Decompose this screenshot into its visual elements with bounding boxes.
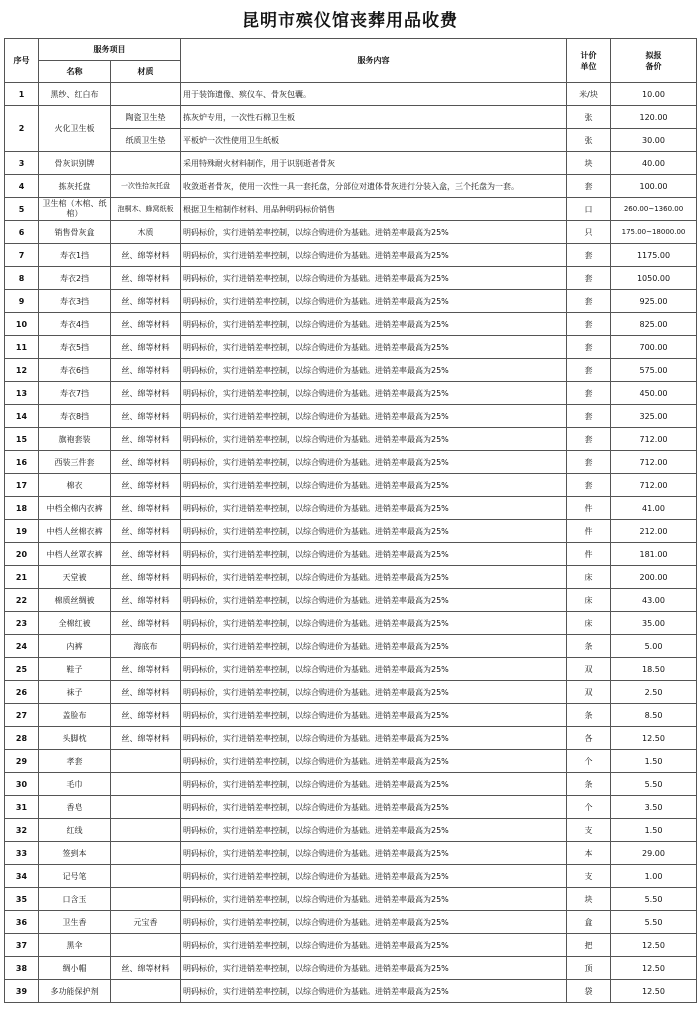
price: 200.00 bbox=[611, 566, 697, 589]
item-name: 寿衣4挡 bbox=[39, 313, 111, 336]
fee-table-body bbox=[5, 83, 697, 1003]
item-name: 多功能保护剂 bbox=[39, 980, 111, 1003]
service-content: 收敛逝者骨灰，使用一次性一具一套托盘，分部位对遗体骨灰进行分装入盒，三个托盘为一套。 bbox=[181, 175, 567, 198]
item-material: 丝、绵等材料 bbox=[111, 336, 181, 359]
price: 175.00~18000.00 bbox=[611, 221, 697, 244]
pricing-unit: 床 bbox=[567, 612, 611, 635]
table-row bbox=[5, 405, 697, 428]
pricing-unit: 袋 bbox=[567, 980, 611, 1003]
header-service-item: 服务项目 bbox=[39, 39, 181, 61]
item-material: 丝、绵等材料 bbox=[111, 543, 181, 566]
row-number: 15 bbox=[5, 428, 39, 451]
service-content: 采用特殊耐火材料制作，用于识别逝者骨灰 bbox=[181, 152, 567, 175]
item-name: 袜子 bbox=[39, 681, 111, 704]
row-number: 23 bbox=[5, 612, 39, 635]
pricing-unit: 条 bbox=[567, 635, 611, 658]
table-row bbox=[5, 819, 697, 842]
price: 181.00 bbox=[611, 543, 697, 566]
item-material: 丝、绵等材料 bbox=[111, 359, 181, 382]
table-row bbox=[5, 635, 697, 658]
item-material bbox=[111, 750, 181, 773]
pricing-unit: 本 bbox=[567, 842, 611, 865]
price: 8.50 bbox=[611, 704, 697, 727]
item-material: 木质 bbox=[111, 221, 181, 244]
table-row bbox=[5, 221, 697, 244]
table-row bbox=[5, 290, 697, 313]
table-row bbox=[5, 428, 697, 451]
page-title: 昆明市殡仪馆丧葬用品收费 bbox=[242, 11, 458, 31]
header-unit-line1: 计价 bbox=[580, 50, 597, 60]
header-price bbox=[611, 39, 697, 83]
pricing-unit: 口 bbox=[567, 198, 611, 221]
row-number: 7 bbox=[5, 244, 39, 267]
service-content: 明码标价，实行进销差率控制，以综合购进价为基础。进销差率最高为25% bbox=[181, 474, 567, 497]
pricing-unit: 套 bbox=[567, 428, 611, 451]
item-name: 卫生棺（木棺、纸棺） bbox=[39, 198, 111, 221]
service-content: 明码标价，实行进销差率控制，以综合购进价为基础。进销差率最高为25% bbox=[181, 888, 567, 911]
pricing-unit: 双 bbox=[567, 658, 611, 681]
pricing-unit: 张 bbox=[567, 106, 611, 129]
price: 5.50 bbox=[611, 773, 697, 796]
price: 825.00 bbox=[611, 313, 697, 336]
item-name: 棉质丝绸被 bbox=[39, 589, 111, 612]
row-number: 10 bbox=[5, 313, 39, 336]
price: 712.00 bbox=[611, 474, 697, 497]
service-content: 明码标价，实行进销差率控制，以综合购进价为基础。进销差率最高为25% bbox=[181, 589, 567, 612]
price: 35.00 bbox=[611, 612, 697, 635]
price: 18.50 bbox=[611, 658, 697, 681]
service-content: 明码标价，实行进销差率控制，以综合购进价为基础。进销差率最高为25% bbox=[181, 313, 567, 336]
item-name: 棉衣 bbox=[39, 474, 111, 497]
item-material bbox=[111, 865, 181, 888]
service-content: 明码标价，实行进销差率控制，以综合购进价为基础。进销差率最高为25% bbox=[181, 704, 567, 727]
service-content: 明码标价，实行进销差率控制，以综合购进价为基础。进销差率最高为25% bbox=[181, 911, 567, 934]
table-row bbox=[5, 497, 697, 520]
table-row bbox=[5, 267, 697, 290]
header-name: 名称 bbox=[39, 61, 111, 83]
row-number: 1 bbox=[5, 83, 39, 106]
pricing-unit: 把 bbox=[567, 934, 611, 957]
header-no: 序号 bbox=[5, 39, 39, 83]
item-name: 签到本 bbox=[39, 842, 111, 865]
price: 10.00 bbox=[611, 83, 697, 106]
item-material bbox=[111, 83, 181, 106]
row-number: 35 bbox=[5, 888, 39, 911]
item-material: 丝、绵等材料 bbox=[111, 290, 181, 313]
service-content: 明码标价，实行进销差率控制，以综合购进价为基础。进销差率最高为25% bbox=[181, 221, 567, 244]
pricing-unit: 支 bbox=[567, 865, 611, 888]
item-name: 鞋子 bbox=[39, 658, 111, 681]
table-row bbox=[5, 566, 697, 589]
table-row bbox=[5, 865, 697, 888]
item-material: 丝、绵等材料 bbox=[111, 428, 181, 451]
item-material bbox=[111, 773, 181, 796]
price: 1.00 bbox=[611, 865, 697, 888]
pricing-unit: 套 bbox=[567, 405, 611, 428]
service-content: 明码标价，实行进销差率控制，以综合购进价为基础。进销差率最高为25% bbox=[181, 842, 567, 865]
service-content: 根据卫生棺制作材料、用品种明码标价销售 bbox=[181, 198, 567, 221]
service-content: 明码标价，实行进销差率控制，以综合购进价为基础。进销差率最高为25% bbox=[181, 681, 567, 704]
table-row bbox=[5, 451, 697, 474]
service-content: 用于装饰遗像、殡仪车、骨灰包囊。 bbox=[181, 83, 567, 106]
pricing-unit: 件 bbox=[567, 520, 611, 543]
pricing-unit: 套 bbox=[567, 359, 611, 382]
item-material: 丝、绵等材料 bbox=[111, 704, 181, 727]
item-name: 中档人丝棉衣裤 bbox=[39, 520, 111, 543]
item-material: 丝、绵等材料 bbox=[111, 612, 181, 635]
table-row bbox=[5, 681, 697, 704]
price: 450.00 bbox=[611, 382, 697, 405]
service-content: 明码标价，实行进销差率控制，以综合购进价为基础。进销差率最高为25% bbox=[181, 405, 567, 428]
service-content: 明码标价，实行进销差率控制，以综合购进价为基础。进销差率最高为25% bbox=[181, 336, 567, 359]
item-material: 丝、绵等材料 bbox=[111, 267, 181, 290]
price: 712.00 bbox=[611, 428, 697, 451]
pricing-unit: 件 bbox=[567, 543, 611, 566]
item-material bbox=[111, 888, 181, 911]
price: 260.00~1360.00 bbox=[611, 198, 697, 221]
table-row bbox=[5, 842, 697, 865]
item-material: 丝、绵等材料 bbox=[111, 405, 181, 428]
item-material bbox=[111, 980, 181, 1003]
price: 2.50 bbox=[611, 681, 697, 704]
item-name: 黑伞 bbox=[39, 934, 111, 957]
price: 29.00 bbox=[611, 842, 697, 865]
table-row bbox=[5, 83, 697, 106]
service-content: 明码标价，实行进销差率控制，以综合购进价为基础。进销差率最高为25% bbox=[181, 359, 567, 382]
row-number: 31 bbox=[5, 796, 39, 819]
price: 120.00 bbox=[611, 106, 697, 129]
row-number: 22 bbox=[5, 589, 39, 612]
item-name: 寿衣8挡 bbox=[39, 405, 111, 428]
header-material: 材质 bbox=[111, 61, 181, 83]
row-number: 37 bbox=[5, 934, 39, 957]
item-material: 丝、绵等材料 bbox=[111, 589, 181, 612]
price: 212.00 bbox=[611, 520, 697, 543]
price: 1.50 bbox=[611, 819, 697, 842]
pricing-unit: 套 bbox=[567, 267, 611, 290]
row-number: 26 bbox=[5, 681, 39, 704]
row-number: 18 bbox=[5, 497, 39, 520]
item-name: 中档全棉内衣裤 bbox=[39, 497, 111, 520]
service-content: 明码标价，实行进销差率控制，以综合购进价为基础。进销差率最高为25% bbox=[181, 819, 567, 842]
item-name: 骨灰识别牌 bbox=[39, 152, 111, 175]
item-material: 一次性拾灰托盘 bbox=[111, 175, 181, 198]
price: 100.00 bbox=[611, 175, 697, 198]
price: 1050.00 bbox=[611, 267, 697, 290]
price: 1175.00 bbox=[611, 244, 697, 267]
item-name: 香皂 bbox=[39, 796, 111, 819]
item-material: 陶瓷卫生垫 bbox=[111, 106, 181, 129]
price: 5.50 bbox=[611, 888, 697, 911]
table-row bbox=[5, 175, 697, 198]
item-name: 寿衣2挡 bbox=[39, 267, 111, 290]
item-name: 寿衣1挡 bbox=[39, 244, 111, 267]
row-number: 24 bbox=[5, 635, 39, 658]
table-row bbox=[5, 750, 697, 773]
pricing-unit: 条 bbox=[567, 704, 611, 727]
row-number: 29 bbox=[5, 750, 39, 773]
row-number: 5 bbox=[5, 198, 39, 221]
item-name: 西装三件套 bbox=[39, 451, 111, 474]
price: 5.50 bbox=[611, 911, 697, 934]
pricing-unit: 支 bbox=[567, 819, 611, 842]
item-name: 寿衣7挡 bbox=[39, 382, 111, 405]
fee-table bbox=[4, 38, 697, 1003]
item-material: 丝、绵等材料 bbox=[111, 244, 181, 267]
price: 12.50 bbox=[611, 980, 697, 1003]
row-number: 27 bbox=[5, 704, 39, 727]
pricing-unit: 条 bbox=[567, 773, 611, 796]
price: 3.50 bbox=[611, 796, 697, 819]
item-material: 丝、绵等材料 bbox=[111, 727, 181, 750]
header-price-line1: 拟报 bbox=[645, 50, 662, 60]
row-number: 6 bbox=[5, 221, 39, 244]
pricing-unit: 床 bbox=[567, 566, 611, 589]
item-material: 丝、绵等材料 bbox=[111, 658, 181, 681]
table-row bbox=[5, 244, 697, 267]
item-name: 拣灰托盘 bbox=[39, 175, 111, 198]
price: 575.00 bbox=[611, 359, 697, 382]
pricing-unit: 块 bbox=[567, 152, 611, 175]
service-content: 明码标价，实行进销差率控制，以综合购进价为基础。进销差率最高为25% bbox=[181, 497, 567, 520]
item-name: 卫生香 bbox=[39, 911, 111, 934]
price: 40.00 bbox=[611, 152, 697, 175]
row-number: 34 bbox=[5, 865, 39, 888]
item-name: 红线 bbox=[39, 819, 111, 842]
row-number: 4 bbox=[5, 175, 39, 198]
price: 43.00 bbox=[611, 589, 697, 612]
item-name: 火化卫生板 bbox=[39, 106, 111, 152]
row-number: 32 bbox=[5, 819, 39, 842]
item-name: 寿衣6挡 bbox=[39, 359, 111, 382]
row-number: 21 bbox=[5, 566, 39, 589]
service-content: 明码标价，实行进销差率控制，以综合购进价为基础。进销差率最高为25% bbox=[181, 543, 567, 566]
price: 325.00 bbox=[611, 405, 697, 428]
item-material: 元宝香 bbox=[111, 911, 181, 934]
row-number: 25 bbox=[5, 658, 39, 681]
table-row bbox=[5, 612, 697, 635]
table-row bbox=[5, 796, 697, 819]
service-content: 明码标价，实行进销差率控制，以综合购进价为基础。进销差率最高为25% bbox=[181, 451, 567, 474]
row-number: 8 bbox=[5, 267, 39, 290]
service-content: 明码标价，实行进销差率控制，以综合购进价为基础。进销差率最高为25% bbox=[181, 658, 567, 681]
item-material: 丝、绵等材料 bbox=[111, 474, 181, 497]
table-row bbox=[5, 980, 697, 1003]
item-name: 黑纱、红白布 bbox=[39, 83, 111, 106]
header-unit-line2: 单位 bbox=[580, 61, 597, 71]
row-number: 17 bbox=[5, 474, 39, 497]
row-number: 14 bbox=[5, 405, 39, 428]
price: 925.00 bbox=[611, 290, 697, 313]
header-price-line2: 备价 bbox=[645, 61, 662, 71]
pricing-unit: 米/块 bbox=[567, 83, 611, 106]
service-content: 平板炉一次性使用卫生纸板 bbox=[181, 129, 567, 152]
row-number: 16 bbox=[5, 451, 39, 474]
table-row bbox=[5, 382, 697, 405]
item-name: 销售骨灰盒 bbox=[39, 221, 111, 244]
table-row bbox=[5, 106, 697, 129]
pricing-unit: 盒 bbox=[567, 911, 611, 934]
item-name: 记号笔 bbox=[39, 865, 111, 888]
row-number: 30 bbox=[5, 773, 39, 796]
item-name: 孝套 bbox=[39, 750, 111, 773]
table-row bbox=[5, 474, 697, 497]
item-material bbox=[111, 934, 181, 957]
item-name: 旗袍套装 bbox=[39, 428, 111, 451]
item-material: 丝、绵等材料 bbox=[111, 451, 181, 474]
service-content: 明码标价，实行进销差率控制，以综合购进价为基础。进销差率最高为25% bbox=[181, 267, 567, 290]
item-material: 丝、绵等材料 bbox=[111, 681, 181, 704]
table-row bbox=[5, 520, 697, 543]
table-row bbox=[5, 773, 697, 796]
price: 41.00 bbox=[611, 497, 697, 520]
item-name: 天堂被 bbox=[39, 566, 111, 589]
header-content: 服务内容 bbox=[181, 39, 567, 83]
table-row bbox=[5, 658, 697, 681]
item-name: 寿衣3挡 bbox=[39, 290, 111, 313]
service-content: 明码标价，实行进销差率控制，以综合购进价为基础。进销差率最高为25% bbox=[181, 290, 567, 313]
pricing-unit: 套 bbox=[567, 244, 611, 267]
row-number: 19 bbox=[5, 520, 39, 543]
pricing-unit: 个 bbox=[567, 750, 611, 773]
service-content: 明码标价，实行进销差率控制，以综合购进价为基础。进销差率最高为25% bbox=[181, 520, 567, 543]
item-material: 泡桐木、蜂窝纸板 bbox=[111, 198, 181, 221]
service-content: 明码标价，实行进销差率控制，以综合购进价为基础。进销差率最高为25% bbox=[181, 980, 567, 1003]
item-material: 丝、绵等材料 bbox=[111, 566, 181, 589]
pricing-unit: 套 bbox=[567, 290, 611, 313]
pricing-unit: 套 bbox=[567, 336, 611, 359]
service-content: 明码标价，实行进销差率控制，以综合购进价为基础。进销差率最高为25% bbox=[181, 635, 567, 658]
price: 12.50 bbox=[611, 957, 697, 980]
pricing-unit: 只 bbox=[567, 221, 611, 244]
table-row bbox=[5, 704, 697, 727]
item-material: 丝、绵等材料 bbox=[111, 957, 181, 980]
item-name: 内裤 bbox=[39, 635, 111, 658]
item-name: 口含玉 bbox=[39, 888, 111, 911]
price: 700.00 bbox=[611, 336, 697, 359]
pricing-unit: 块 bbox=[567, 888, 611, 911]
row-number: 11 bbox=[5, 336, 39, 359]
pricing-unit: 个 bbox=[567, 796, 611, 819]
price: 712.00 bbox=[611, 451, 697, 474]
item-name: 毛巾 bbox=[39, 773, 111, 796]
price: 12.50 bbox=[611, 934, 697, 957]
table-row bbox=[5, 727, 697, 750]
item-material: 海底布 bbox=[111, 635, 181, 658]
pricing-unit: 顶 bbox=[567, 957, 611, 980]
service-content: 明码标价，实行进销差率控制，以综合购进价为基础。进销差率最高为25% bbox=[181, 934, 567, 957]
service-content: 明码标价，实行进销差率控制，以综合购进价为基础。进销差率最高为25% bbox=[181, 244, 567, 267]
item-name: 盖脸布 bbox=[39, 704, 111, 727]
table-row bbox=[5, 957, 697, 980]
service-content: 明码标价，实行进销差率控制，以综合购进价为基础。进销差率最高为25% bbox=[181, 865, 567, 888]
table-row bbox=[5, 313, 697, 336]
row-number: 12 bbox=[5, 359, 39, 382]
table-row bbox=[5, 198, 697, 221]
row-number: 9 bbox=[5, 290, 39, 313]
pricing-unit: 张 bbox=[567, 129, 611, 152]
price: 30.00 bbox=[611, 129, 697, 152]
table-row bbox=[5, 888, 697, 911]
row-number: 20 bbox=[5, 543, 39, 566]
item-name: 绸小帽 bbox=[39, 957, 111, 980]
service-content: 明码标价，实行进销差率控制，以综合购进价为基础。进销差率最高为25% bbox=[181, 612, 567, 635]
table-row bbox=[5, 934, 697, 957]
price: 1.50 bbox=[611, 750, 697, 773]
row-number: 3 bbox=[5, 152, 39, 175]
row-number: 39 bbox=[5, 980, 39, 1003]
item-material: 纸质卫生垫 bbox=[111, 129, 181, 152]
item-material bbox=[111, 152, 181, 175]
item-material: 丝、绵等材料 bbox=[111, 313, 181, 336]
item-name: 中档人丝罩衣裤 bbox=[39, 543, 111, 566]
item-material: 丝、绵等材料 bbox=[111, 520, 181, 543]
table-row bbox=[5, 543, 697, 566]
service-content: 明码标价，实行进销差率控制，以综合购进价为基础。进销差率最高为25% bbox=[181, 773, 567, 796]
pricing-unit: 套 bbox=[567, 474, 611, 497]
header-unit bbox=[567, 39, 611, 83]
table-row bbox=[5, 336, 697, 359]
item-name: 寿衣5挡 bbox=[39, 336, 111, 359]
service-content: 明码标价，实行进销差率控制，以综合购进价为基础。进销差率最高为25% bbox=[181, 727, 567, 750]
price: 5.00 bbox=[611, 635, 697, 658]
row-number: 33 bbox=[5, 842, 39, 865]
table-row bbox=[5, 911, 697, 934]
pricing-unit: 件 bbox=[567, 497, 611, 520]
item-material: 丝、绵等材料 bbox=[111, 497, 181, 520]
row-number: 28 bbox=[5, 727, 39, 750]
service-content: 明码标价，实行进销差率控制，以综合购进价为基础。进销差率最高为25% bbox=[181, 382, 567, 405]
pricing-unit: 套 bbox=[567, 382, 611, 405]
item-material bbox=[111, 819, 181, 842]
pricing-unit: 床 bbox=[567, 589, 611, 612]
table-row bbox=[5, 589, 697, 612]
item-name: 全棉红被 bbox=[39, 612, 111, 635]
service-content: 明码标价，实行进销差率控制，以综合购进价为基础。进销差率最高为25% bbox=[181, 796, 567, 819]
item-material bbox=[111, 796, 181, 819]
price: 12.50 bbox=[611, 727, 697, 750]
item-material bbox=[111, 842, 181, 865]
service-content: 拣灰炉专用，一次性石棉卫生板 bbox=[181, 106, 567, 129]
table-row bbox=[5, 359, 697, 382]
pricing-unit: 套 bbox=[567, 451, 611, 474]
pricing-unit: 套 bbox=[567, 175, 611, 198]
service-content: 明码标价，实行进销差率控制，以综合购进价为基础。进销差率最高为25% bbox=[181, 566, 567, 589]
pricing-unit: 各 bbox=[567, 727, 611, 750]
pricing-unit: 双 bbox=[567, 681, 611, 704]
service-content: 明码标价，实行进销差率控制，以综合购进价为基础。进销差率最高为25% bbox=[181, 428, 567, 451]
pricing-unit: 套 bbox=[567, 313, 611, 336]
service-content: 明码标价，实行进销差率控制，以综合购进价为基础。进销差率最高为25% bbox=[181, 957, 567, 980]
item-material: 丝、绵等材料 bbox=[111, 382, 181, 405]
row-number: 38 bbox=[5, 957, 39, 980]
item-name: 头脚枕 bbox=[39, 727, 111, 750]
table-row bbox=[5, 152, 697, 175]
service-content: 明码标价，实行进销差率控制，以综合购进价为基础。进销差率最高为25% bbox=[181, 750, 567, 773]
row-number: 36 bbox=[5, 911, 39, 934]
row-number: 2 bbox=[5, 106, 39, 152]
row-number: 13 bbox=[5, 382, 39, 405]
